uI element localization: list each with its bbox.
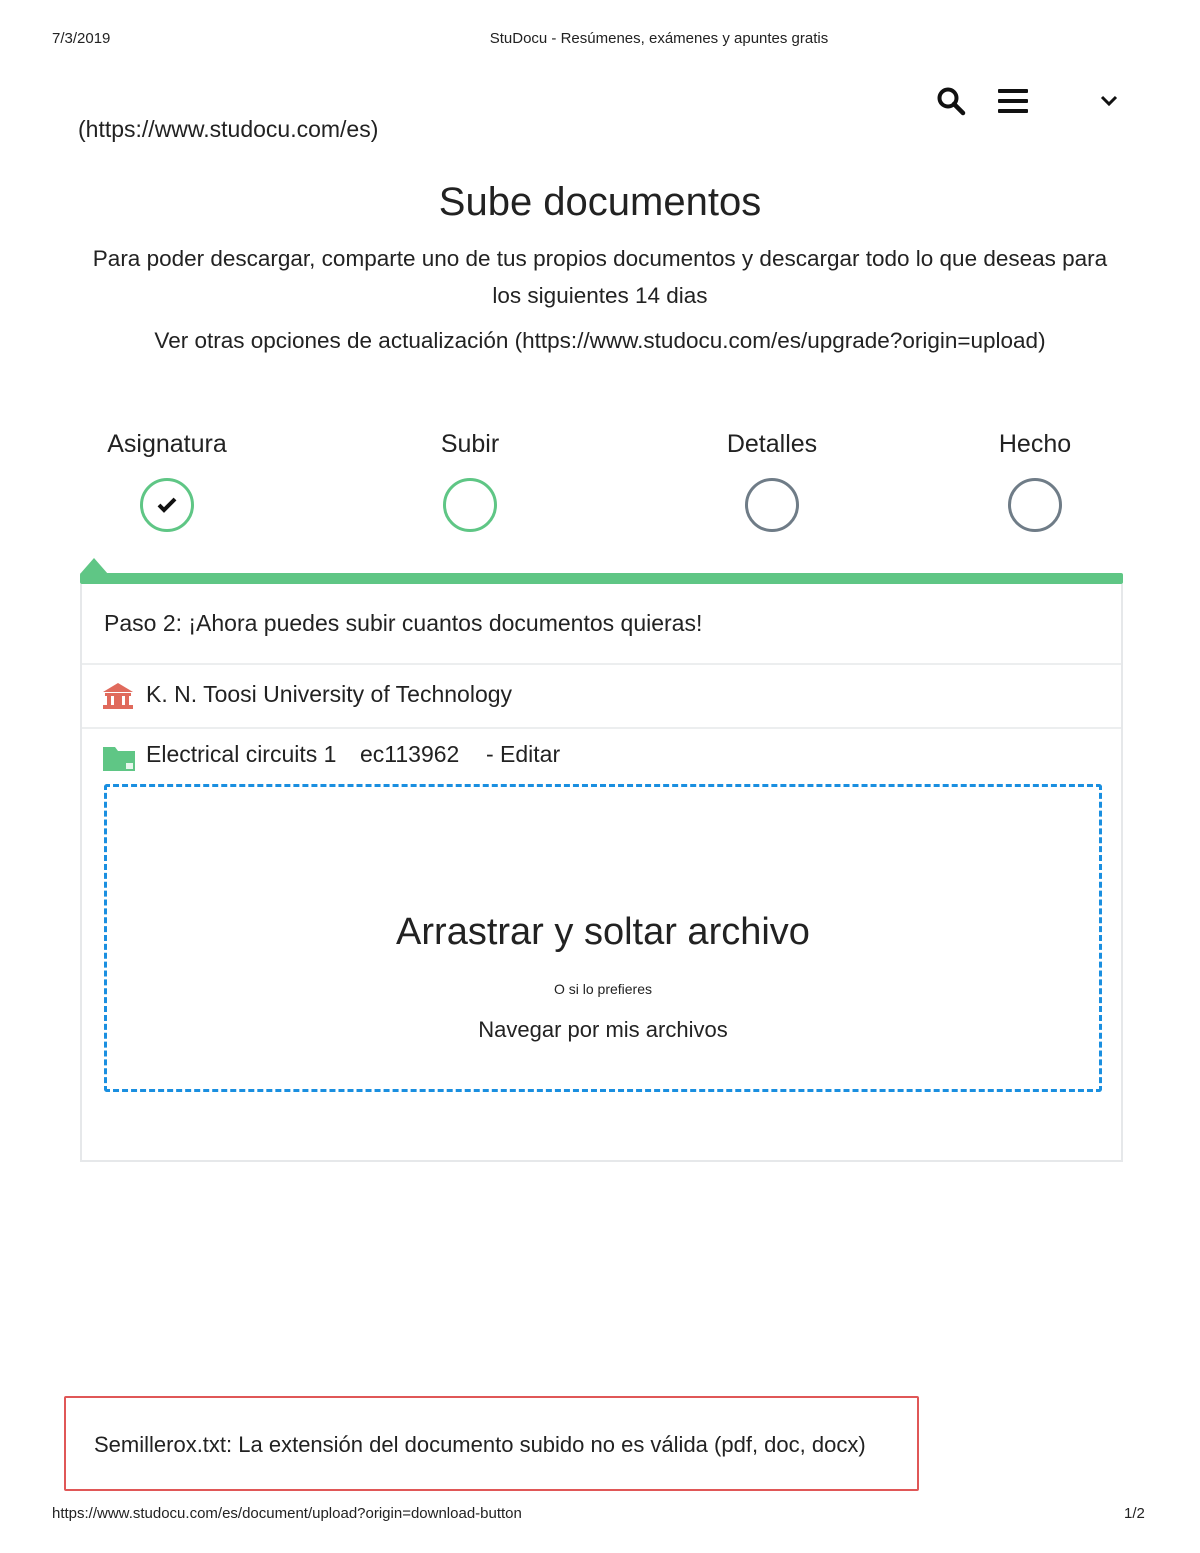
course-row [82,729,1121,789]
upload-panel [80,584,1123,1162]
folder-icon [102,744,136,772]
course-name: Electrical circuits 1 [146,741,337,767]
page-subtitle: Para poder descargar, comparte uno de tus propios documentos y descargar todo lo que deseas para los siguientes 14 dias [92,246,1108,308]
university-icon [102,682,134,710]
chevron-down-icon[interactable] [1098,90,1120,112]
step-label: Subir [440,430,500,458]
progress-bar [80,573,1123,584]
menu-icon[interactable] [996,84,1030,118]
browse-files-button[interactable]: Navegar por mis archivos [478,1017,728,1042]
header-actions [934,84,1030,118]
step-active-indicator [443,478,497,532]
progress-pointer [80,558,108,574]
dropzone-or-text: O si lo prefieres [553,981,653,997]
edit-course-link[interactable]: - Editar [486,741,561,767]
page-title: Sube documentos [438,180,762,224]
file-dropzone[interactable] [104,784,1102,1092]
course-code: ec113962 [360,741,460,767]
print-page-number: 1/2 [1124,1505,1145,1522]
print-title: StuDocu - Resúmenes, exámenes y apuntes gratis [489,30,829,47]
step-pending-indicator [745,478,799,532]
print-footer-url: https://www.studocu.com/es/document/upload?origin=download-button [52,1505,522,1522]
dropzone-title: Arrastrar y soltar archivo [396,911,810,953]
step-label: Hecho [998,430,1072,458]
print-date: 7/3/2019 [52,30,111,47]
home-link[interactable]: (https://www.studocu.com/es) [78,116,379,142]
error-message: Semillerox.txt: La extensión del documento subido no es válida (pdf, doc, docx) [94,1432,866,1457]
step-detalles [682,430,862,532]
search-icon[interactable] [934,84,968,118]
step-subir[interactable] [380,430,560,532]
step-instructions-text: Paso 2: ¡Ahora puedes subir cuantos documentos quieras! [104,610,703,636]
step-label: Detalles [726,430,818,458]
step-label: Asignatura [107,430,227,458]
checkmark-icon [156,496,178,514]
step-pending-indicator [1008,478,1062,532]
upgrade-options-link[interactable]: Ver otras opciones de actualización (https://www.studocu.com/es/upgrade?origin=upload) [154,328,1046,353]
university-name: K. N. Toosi University of Technology [146,681,513,707]
step-asignatura[interactable] [77,430,257,532]
step-instructions [82,584,1121,665]
step-hecho [945,430,1125,532]
upload-error-alert [64,1396,919,1491]
university-row [82,665,1121,729]
step-done-indicator [140,478,194,532]
